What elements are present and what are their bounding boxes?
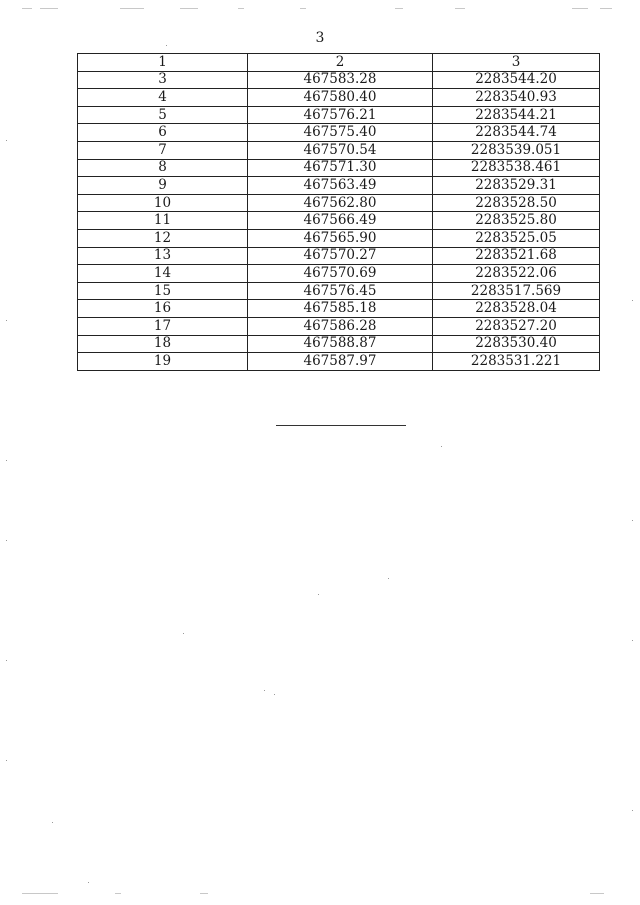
point-number-cell: 9	[78, 177, 248, 195]
table-row	[78, 71, 600, 89]
point-number-cell: 15	[78, 282, 248, 300]
x-coordinate-cell: 467583.28	[248, 71, 433, 89]
column-header: 3	[433, 54, 600, 72]
point-number-cell: 14	[78, 265, 248, 283]
table-row	[78, 177, 600, 195]
table-row	[78, 159, 600, 177]
point-number-cell: 17	[78, 317, 248, 335]
column-header: 1	[78, 54, 248, 72]
x-coordinate-cell: 467565.90	[248, 229, 433, 247]
page-number: 3	[315, 30, 325, 46]
y-coordinate-cell: 2283544.20	[433, 71, 600, 89]
y-coordinate-cell: 2283525.80	[433, 212, 600, 230]
point-number-cell: 8	[78, 159, 248, 177]
x-coordinate-cell: 467566.49	[248, 212, 433, 230]
point-number-cell: 4	[78, 89, 248, 107]
table-row	[78, 282, 600, 300]
x-coordinate-cell: 467586.28	[248, 317, 433, 335]
table-row	[78, 106, 600, 124]
y-coordinate-cell: 2283517.569	[433, 282, 600, 300]
x-coordinate-cell: 467570.69	[248, 265, 433, 283]
y-coordinate-cell: 2283525.05	[433, 229, 600, 247]
y-coordinate-cell: 2283522.06	[433, 265, 600, 283]
x-coordinate-cell: 467571.30	[248, 159, 433, 177]
x-coordinate-cell: 467575.40	[248, 124, 433, 142]
y-coordinate-cell: 2283544.74	[433, 124, 600, 142]
x-coordinate-cell: 467576.45	[248, 282, 433, 300]
y-coordinate-cell: 2283530.40	[433, 335, 600, 353]
coordinates-table	[77, 53, 600, 371]
table-row	[78, 89, 600, 107]
y-coordinate-cell: 2283531.221	[433, 353, 600, 371]
table-row	[78, 317, 600, 335]
point-number-cell: 5	[78, 106, 248, 124]
y-coordinate-cell: 2283529.31	[433, 177, 600, 195]
x-coordinate-cell: 467570.27	[248, 247, 433, 265]
table-row	[78, 335, 600, 353]
point-number-cell: 7	[78, 141, 248, 159]
table-row	[78, 141, 600, 159]
x-coordinate-cell: 467576.21	[248, 106, 433, 124]
point-number-cell: 11	[78, 212, 248, 230]
table-row	[78, 265, 600, 283]
point-number-cell: 10	[78, 194, 248, 212]
table-row	[78, 229, 600, 247]
table-row	[78, 247, 600, 265]
point-number-cell: 3	[78, 71, 248, 89]
x-coordinate-cell: 467563.49	[248, 177, 433, 195]
table-header-row	[78, 54, 600, 72]
y-coordinate-cell: 2283527.20	[433, 317, 600, 335]
point-number-cell: 19	[78, 353, 248, 371]
y-coordinate-cell: 2283540.93	[433, 89, 600, 107]
table-row	[78, 194, 600, 212]
y-coordinate-cell: 2283528.04	[433, 300, 600, 318]
point-number-cell: 18	[78, 335, 248, 353]
point-number-cell: 12	[78, 229, 248, 247]
x-coordinate-cell: 467580.40	[248, 89, 433, 107]
x-coordinate-cell: 467587.97	[248, 353, 433, 371]
x-coordinate-cell: 467588.87	[248, 335, 433, 353]
point-number-cell: 16	[78, 300, 248, 318]
y-coordinate-cell: 2283538.461	[433, 159, 600, 177]
table-row	[78, 212, 600, 230]
y-coordinate-cell: 2283539.051	[433, 141, 600, 159]
table-row	[78, 300, 600, 318]
point-number-cell: 13	[78, 247, 248, 265]
column-header: 2	[248, 54, 433, 72]
table-row	[78, 124, 600, 142]
y-coordinate-cell: 2283544.21	[433, 106, 600, 124]
x-coordinate-cell: 467585.18	[248, 300, 433, 318]
y-coordinate-cell: 2283521.68	[433, 247, 600, 265]
table-row	[78, 353, 600, 371]
x-coordinate-cell: 467570.54	[248, 141, 433, 159]
point-number-cell: 6	[78, 124, 248, 142]
x-coordinate-cell: 467562.80	[248, 194, 433, 212]
end-divider-line	[276, 425, 406, 426]
y-coordinate-cell: 2283528.50	[433, 194, 600, 212]
